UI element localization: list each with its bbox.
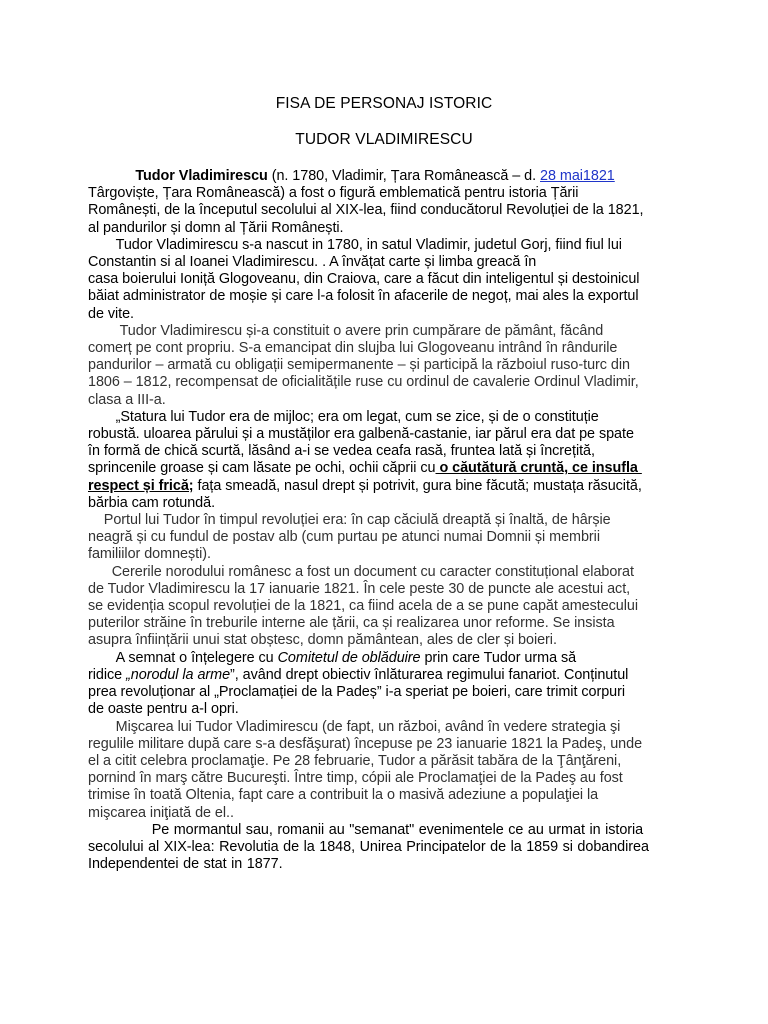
paragraph-text: fața smeadă, nasul drept și potrivit, gura bine făcută; mustața răsucită, bărbia cam rotundă. [88, 477, 642, 511]
paragraph-demands: Cererile norodului românesc a fost un document cu caracter constituțional elaborat de Tudor Vladimirescu la 17 ianuarie 1821. În cele peste 30 de puncte ale acestui act, se evidenția scopul revoluției de la 1821, ca fiind acela de a se pune capăt amestecului puterilor străine în treburile interne ale țării, ca și realizarea unor reforme. Se insista asupra înființării unui stat obștesc, domn pământean, ales de cler și boieri. [88, 563, 638, 649]
paragraph-text: Târgoviște, Țara Românească) a fost o figură emblematică pentru istoria Țării Românești, de la începutul secolului al XIX-lea, fiind conducătorul Revoluției de la 1821, al pandurilor și domn al Țării Românești. [88, 185, 644, 236]
paragraph-agreement [88, 650, 682, 719]
paragraph-birth: Tudor Vladimirescu s-a nascut in 1780, in satul Vladimir, judetul Gorj, fiind fiul lui Constantin si al Ioanei Vladimirescu. . A învățat carte și limba greacă în casa boierului Ioniță Glogoveanu, din Craiova, care a făcut din inteligentul și destoinicul băiat administrator de moșie și care l-a folosit în afacerile de negoț, mai ales la exportul de vite. [88, 236, 640, 322]
paragraph-attire: Portul lui Tudor în timpul revoluției era: în cap căciulă dreaptă și înaltă, de hârșie neagră și cu fundul de postav alb (cum purtau pe atunci numai Domnii și membrii familiilor domnești). [88, 512, 611, 563]
death-date-link[interactable]: 28 mai1821 [540, 168, 615, 184]
italic-committee: Comitetul de oblăduire [277, 649, 421, 666]
emphasized-quote: o căutătură cruntă, ce insufla respect și frică; [88, 460, 638, 494]
paragraph-text: prin care Tudor urma să ridice [88, 649, 577, 683]
paragraph-text: A semnat o înțelegere cu [88, 649, 278, 666]
person-name: Tudor Vladimirescu [135, 168, 268, 184]
paragraph-text: (n. 1780, Vladimir, Țara Românească – d. [267, 168, 541, 184]
paragraph-text: „Statura lui Tudor era de mijloc; era om legat, cum se zice, și de o constituție robustă. uloarea părului și a mustăților era galbenă-castanie, iar părul era dat pe spate în formă de chică scurtă, lăsând a-i se vedea ceafa rasă, fruntea lată și încrețită, sprincenile groase și cam lăsate pe ochi, ochii căprii cu [88, 408, 634, 477]
italic-quote: „norodul la arme [126, 666, 231, 683]
paragraph-intro [88, 168, 682, 237]
document-subtitle: TUDOR VLADIMIRESCU [295, 131, 473, 148]
paragraph-appearance [88, 409, 682, 512]
paragraph-text: ”, având drept obiectiv înlăturarea regimului fanariot. Conținutul prea revoluționar al „Proclamației de la Padeș” i-a speriat pe boieri, care trimit corpuri de oaste pentru a-l opri. [88, 666, 629, 718]
paragraph-legacy: Pe mormantul sau, romanii au "semanat" evenimentele ce au urmat in istoria secolului al XIX-lea: Revolutia de la 1848, Unirea Principatelor de la 1859 si dobandirea Independentei de stat in 1877. [88, 821, 649, 873]
paragraph-fortune: Tudor Vladimirescu și-a constituit o avere prin cumpărare de pământ, făcând comerț pe cont propriu. S-a emancipat din slujba lui Glogoveanu intrând în rândurile pandurilor – armată cu obligații semipermanente – și participă la războiul ruso-turc din 1806 – 1812, recompensat de oficialitățile ruse cu ordinul de cavalerie Ordinul Vladimir, clasa a III-a. [88, 322, 639, 408]
document-body [88, 168, 682, 873]
paragraph-movement: Mişcarea lui Tudor Vladimirescu (de fapt, un război, având în vedere strategia şi regulile militare după care s-a desfăşurat) începuse pe 23 ianuarie 1821 la Padeş, unde el a citit celebra proclamaţie. Pe 28 februarie, Tudor a părăsit tabăra de la Ţânţăreni, pornind în marş către Bucureşti. Între timp, cópii ale Proclamaţiei de la Padeş au fost trimise în toată Oltenia, fapt care a contribuit la o masivă adeziune a populaţiei la mişcarea iniţiată de el.. [88, 718, 643, 821]
document-title: FISA DE PERSONAJ ISTORIC [275, 95, 493, 112]
